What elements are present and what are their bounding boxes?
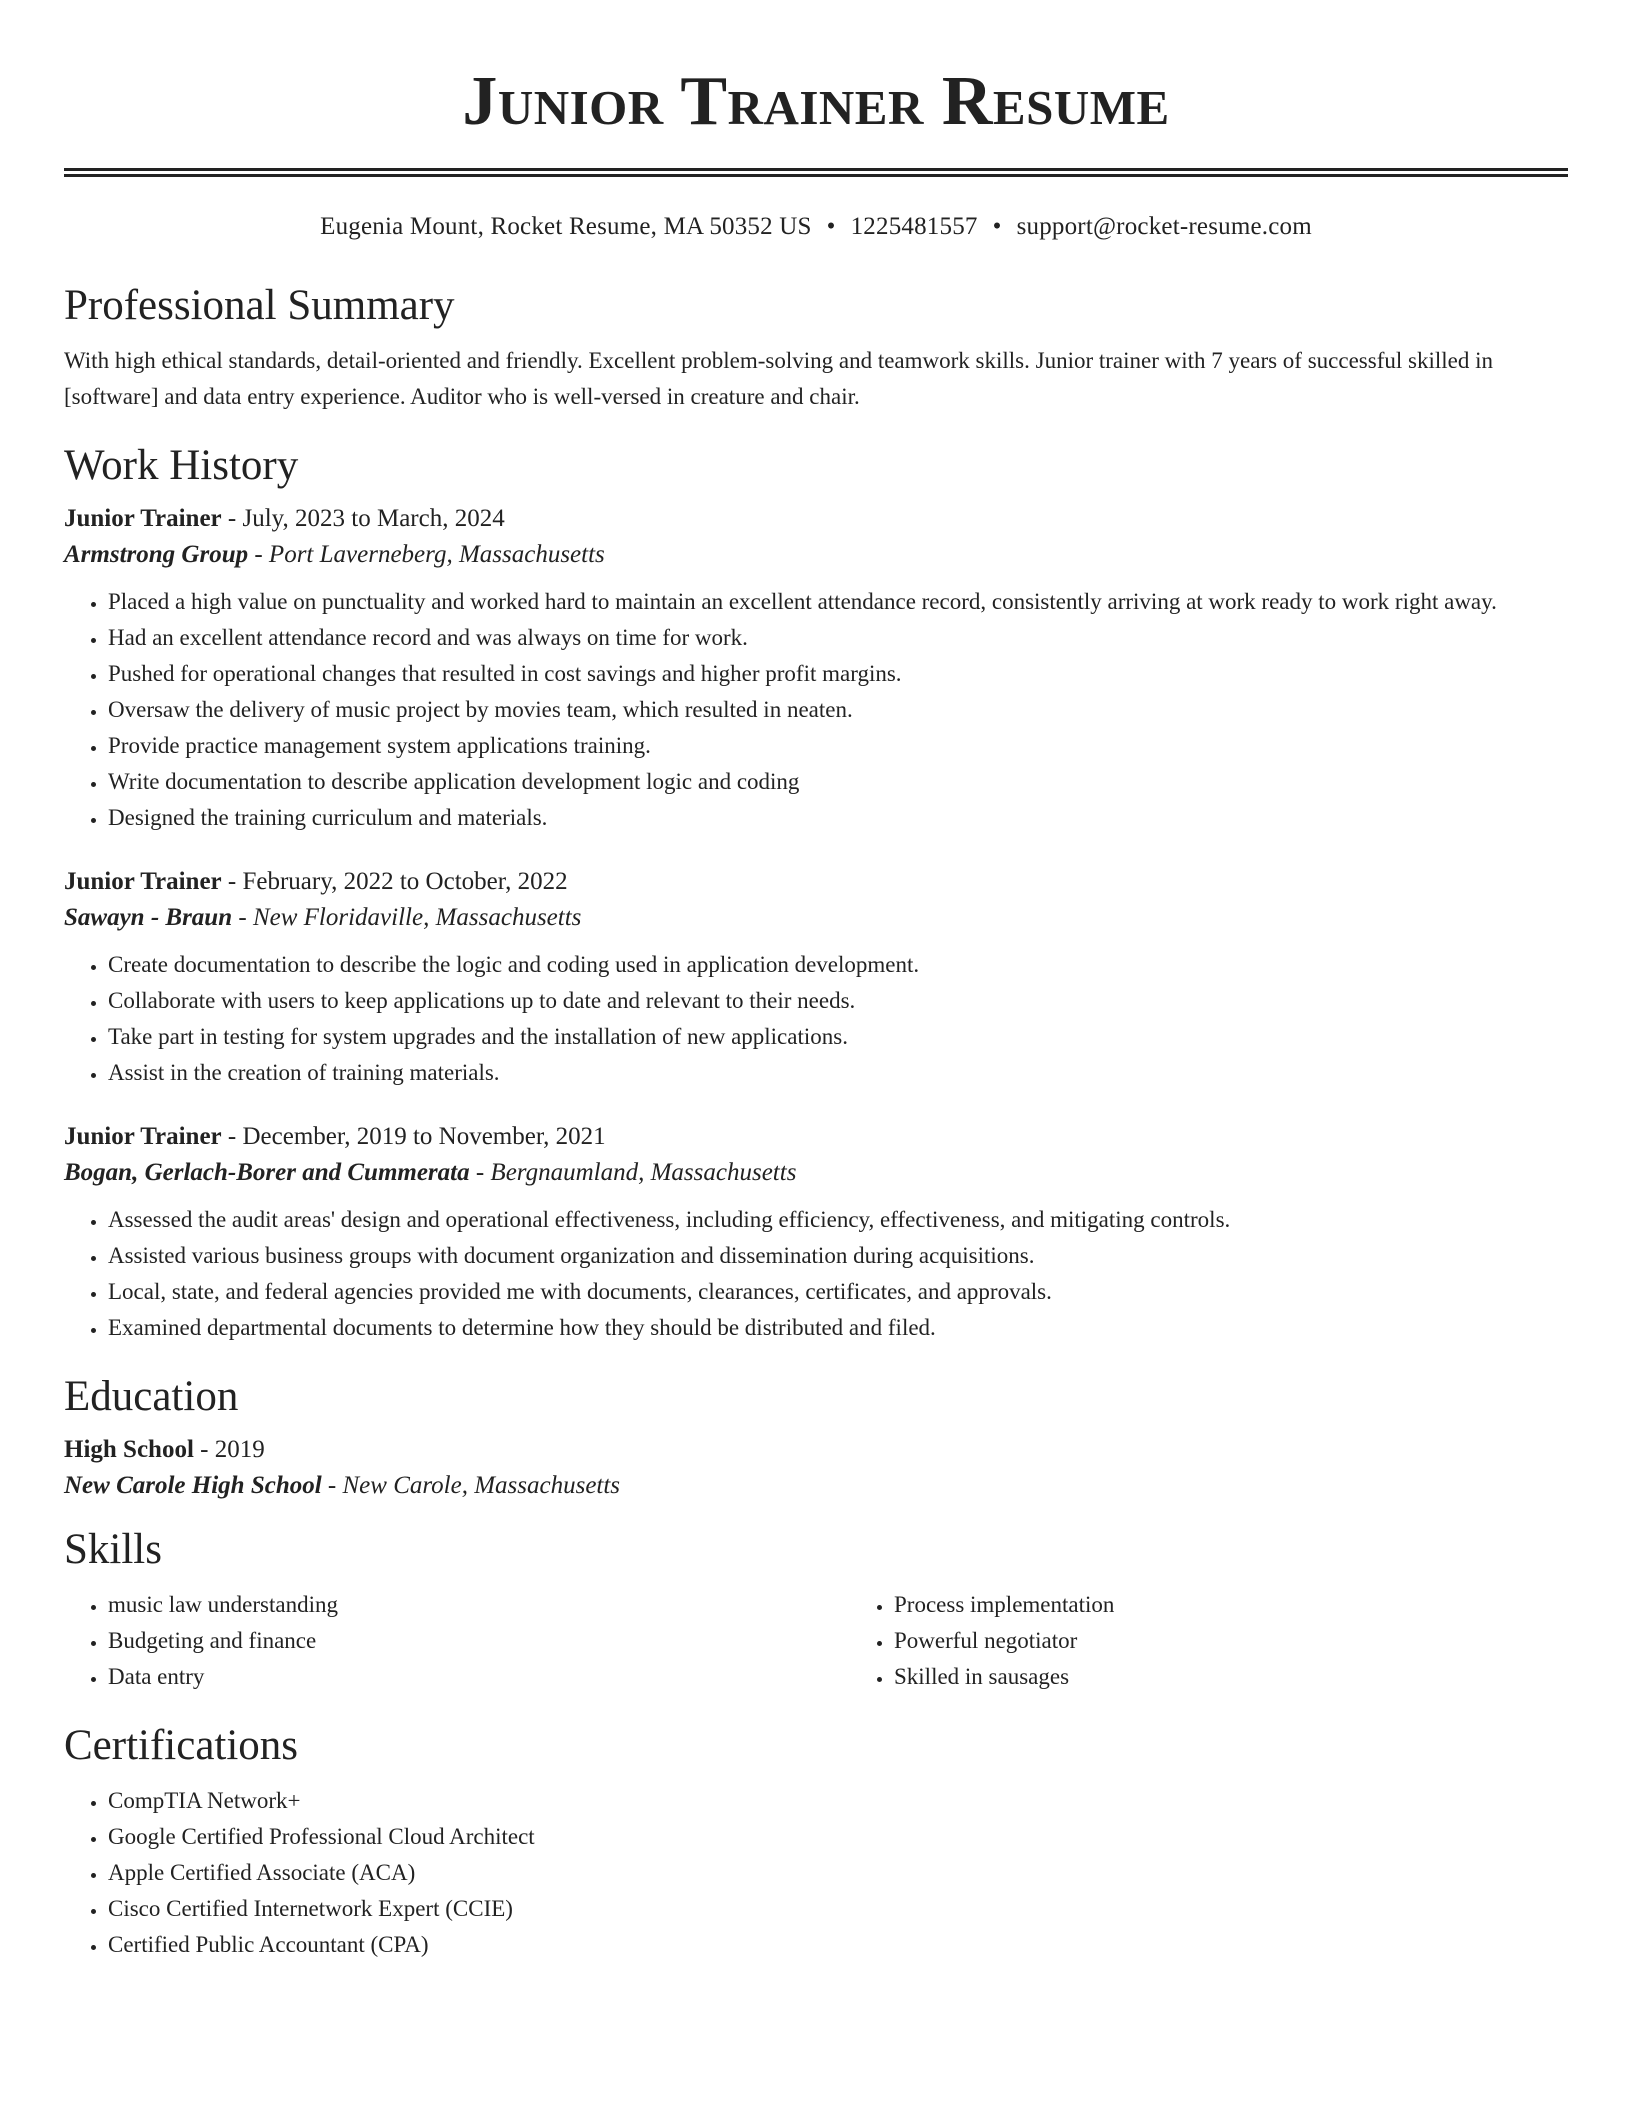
certifications-list	[64, 1783, 1568, 1963]
education-entry	[64, 1434, 1568, 1503]
contact-line	[64, 211, 1568, 243]
list-item: • Google Certified Professional Cloud Architect	[108, 1819, 1568, 1855]
job-entry	[64, 1121, 1568, 1346]
list-item: • Assisted various business groups with document organization and dissemination during acquisitions.	[108, 1238, 1568, 1274]
education-school-line	[64, 1469, 1568, 1503]
work-history-heading: Work History	[64, 442, 299, 489]
skills-column-right	[850, 1587, 1632, 1695]
job-company-line	[64, 901, 1568, 935]
job-location: - New Floridaville, Massachusetts	[232, 904, 582, 931]
education-degree-line	[64, 1434, 1568, 1466]
job-title: Junior Trainer	[64, 1123, 222, 1150]
job-dates: - February, 2022 to October, 2022	[221, 868, 568, 895]
list-item: • Assessed the audit areas' design and operational effectiveness, including efficiency, effectiveness, and mitigating controls.	[108, 1202, 1568, 1238]
list-item: • Collaborate with users to keep applications up to date and relevant to their needs.	[108, 983, 1568, 1019]
list-item: • Assist in the creation of training materials.	[108, 1055, 1568, 1091]
job-bullets	[64, 1202, 1568, 1346]
job-bullets	[64, 947, 1568, 1091]
education-degree: High School	[64, 1436, 194, 1463]
job-company: Sawayn - Braun	[64, 904, 233, 931]
education-school: New Carole High School	[64, 1472, 322, 1499]
list-item: • Write documentation to describe application development logic and coding	[108, 764, 1568, 800]
list-item: • Create documentation to describe the logic and coding used in application development.	[108, 947, 1568, 983]
list-item: • Designed the training curriculum and materials.	[108, 800, 1568, 836]
job-title: Junior Trainer	[64, 868, 222, 895]
job-dates: - July, 2023 to March, 2024	[221, 505, 505, 532]
job-bullets	[64, 584, 1568, 836]
job-entry	[64, 866, 1568, 1091]
list-item: • Skilled in sausages	[894, 1659, 1632, 1695]
job-title-line	[64, 1121, 1568, 1153]
list-item: • Had an excellent attendance record and was always on time for work.	[108, 620, 1568, 656]
list-item: • Oversaw the delivery of music project by movies team, which resulted in neaten.	[108, 692, 1568, 728]
list-item: • Placed a high value on punctuality and worked hard to maintain an excellent attendance record, consistently arriving at work ready to work right away.	[108, 584, 1568, 620]
contact-email: support@rocket-resume.com	[1016, 213, 1312, 240]
list-item: • Cisco Certified Internetwork Expert (CCIE)	[108, 1891, 1568, 1927]
skills-grid	[64, 1587, 1568, 1695]
list-item: • Data entry	[108, 1659, 850, 1695]
list-item: • Local, state, and federal agencies provided me with documents, clearances, certificates, and approvals.	[108, 1274, 1568, 1310]
resume-title: Junior Trainer Resume	[462, 63, 1170, 140]
list-item: • Take part in testing for system upgrades and the installation of new applications.	[108, 1019, 1568, 1055]
list-item: • Certified Public Accountant (CPA)	[108, 1927, 1568, 1963]
contact-separator: •	[992, 213, 1002, 240]
job-company-line	[64, 538, 1568, 572]
job-location: - Bergnaumland, Massachusetts	[469, 1159, 797, 1186]
certifications-heading: Certifications	[64, 1722, 299, 1769]
education-heading: Education	[64, 1373, 239, 1420]
job-company-line	[64, 1156, 1568, 1190]
list-item: • CompTIA Network+	[108, 1783, 1568, 1819]
resume-content	[64, 0, 1568, 1963]
list-item: • Examined departmental documents to determine how they should be distributed and filed.	[108, 1310, 1568, 1346]
education-location: - New Carole, Massachusetts	[321, 1472, 621, 1499]
job-title-line	[64, 866, 1568, 898]
summary-heading: Professional Summary	[64, 282, 455, 329]
title-divider	[64, 168, 1568, 177]
list-item: • Apple Certified Associate (ACA)	[108, 1855, 1568, 1891]
contact-phone: 1225481557	[850, 213, 978, 240]
list-item: • music law understanding	[108, 1587, 850, 1623]
contact-address: Eugenia Mount, Rocket Resume, MA 50352 US	[320, 213, 812, 240]
summary-text: With high ethical standards, detail-oriented and friendly. Excellent problem-solving and teamwork skills. Junior trainer with 7 years of successful skilled in [software] and data entry experience. Auditor who is well-versed in creature and chair.	[64, 348, 1493, 409]
education-year: - 2019	[193, 1436, 265, 1463]
list-item: • Budgeting and finance	[108, 1623, 850, 1659]
job-location: - Port Laverneberg, Massachusetts	[248, 541, 605, 568]
contact-separator: •	[826, 213, 836, 240]
job-dates: - December, 2019 to November, 2021	[221, 1123, 606, 1150]
job-title: Junior Trainer	[64, 505, 222, 532]
list-item: • Pushed for operational changes that resulted in cost savings and higher profit margins.	[108, 656, 1568, 692]
job-company: Bogan, Gerlach-Borer and Cummerata	[64, 1159, 470, 1186]
list-item: • Process implementation	[894, 1587, 1632, 1623]
list-item: • Powerful negotiator	[894, 1623, 1632, 1659]
list-item: • Provide practice management system applications training.	[108, 728, 1568, 764]
skills-column-left	[64, 1587, 850, 1695]
skills-heading: Skills	[64, 1526, 162, 1573]
job-title-line	[64, 503, 1568, 535]
job-company: Armstrong Group	[64, 541, 249, 568]
job-entry	[64, 503, 1568, 836]
